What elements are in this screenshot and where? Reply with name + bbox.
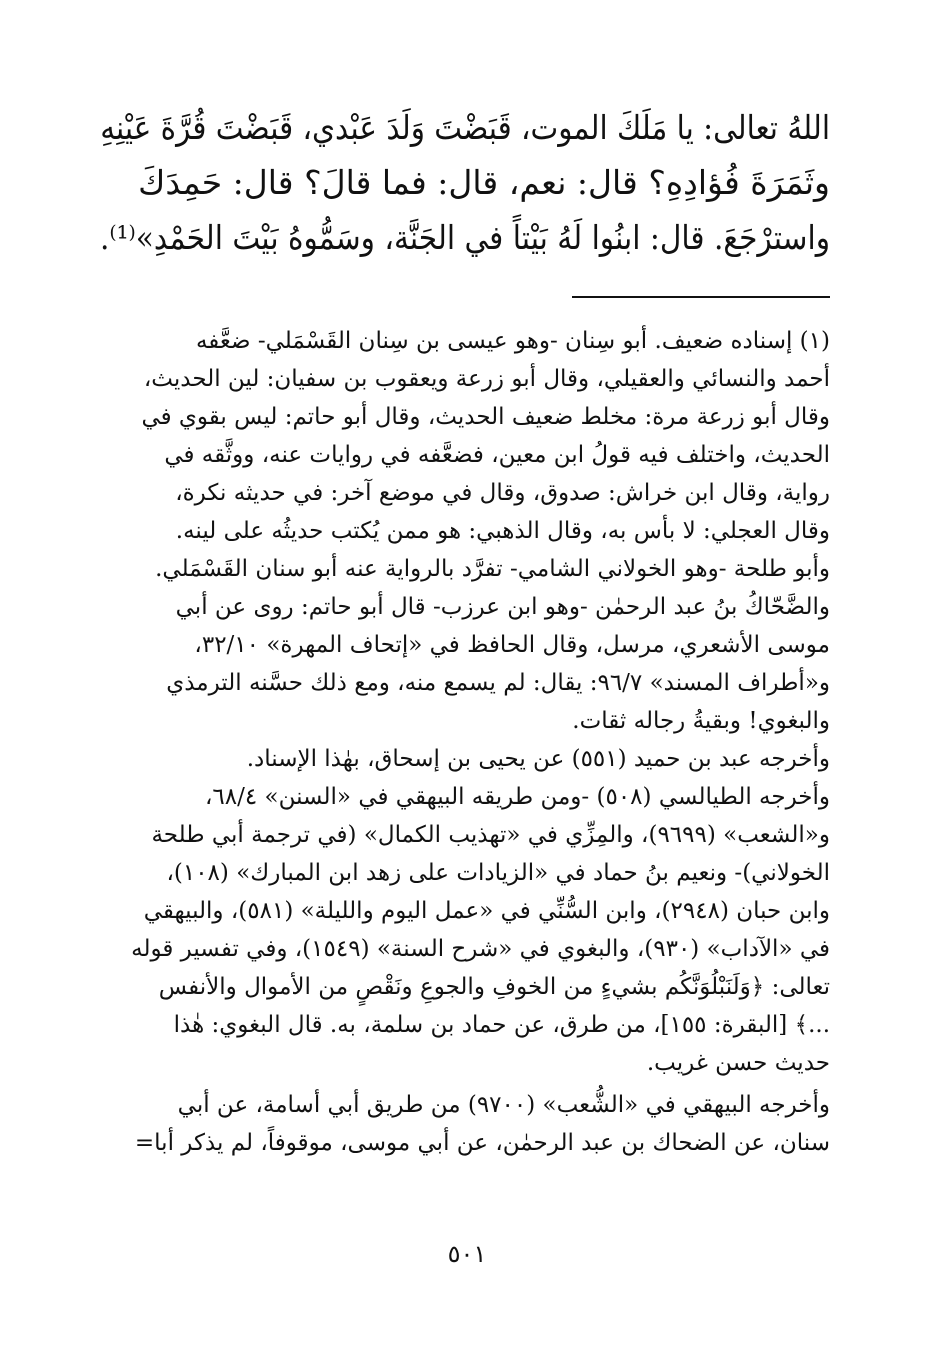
footnote-line: وقال العجلي: لا بأس به، وقال الذهبي: هو ممن يُكتب حديثُه على لينه. [175, 518, 830, 544]
footnote-line: وقال أبو زرعة مرة: مخلط ضعيف الحديث، وقال أبو حاتم: ليس بقوي في [141, 404, 830, 430]
footnote-line: أحمد والنسائي والعقيلي، وقال أبو زرعة ويعقوب بن سفيان: لين الحديث، [143, 366, 830, 392]
footnote-line: و«أطراف المسند» ٩٦/٧: يقال: لم يسمع منه، ومع ذلك حسَّنه الترمذي [166, 670, 830, 696]
footnote-line: رواية، وقال ابن خراش: صدوق، وقال في موضع آخر: في حديثه نكرة، [175, 480, 830, 506]
main-text-line: اللهُ تعالى: يا مَلَكَ الموت، قَبَضْتَ وَلَدَ عَبْدي، قَبَضْتَ قُرَّةَ عَيْنِهِ [100, 108, 831, 147]
footnote-line: وأخرجه عبد بن حميد (٥٥١) عن يحيى بن إسحاق، بهٰذا الإسناد. [246, 746, 830, 772]
footnote-line: موسى الأشعري، مرسل، وقال الحافظ في «إتحاف المهرة» ٣٢/١٠، [194, 632, 830, 658]
footnote-line: وأخرجه البيهقي في «الشُّعب» (٩٧٠٠) من طريق أبي أسامة، عن أبي [177, 1092, 830, 1118]
footnote-line: وأخرجه الطيالسي (٥٠٨) -ومن طريقه البيهقي في «السنن» ٦٨/٤، [204, 784, 830, 810]
footnote-line: وابن حبان (٢٩٤٨)، وابن السُّنِّي في «عمل اليوم والليلة» (٥٨١)، والبيهقي [143, 898, 830, 924]
footnote-line: الحديث، واختلف فيه قولُ ابن معين، فضعَّفه في روايات عنه، ووثَّقه في [164, 442, 830, 468]
page-number: ٥٠١ [447, 1240, 487, 1268]
footnote-separator [572, 296, 830, 298]
footnote-line: والبغوي! وبقيةُ رجاله ثقات. [572, 708, 830, 734]
footnote-line: الخولاني)- ونعيم بنُ حماد في «الزيادات على زهد ابن المبارك» (١٠٨)، [166, 860, 830, 886]
main-text-line: وثَمَرَةَ فُؤادِهِ؟ قال: نعم، قال: فما قالَ؟ قال: حَمِدَكَ [138, 163, 830, 202]
footnote-line: ...﴾ [البقرة: ١٥٥]، من طرق، عن حماد بن سلمة، به. قال البغوي: هٰذا [173, 1012, 830, 1038]
footnotes-block [106, 322, 830, 1162]
footnote-line: والضَّحّاكُ بنُ عبد الرحمٰن -وهو ابن عرزب- قال أبو حاتم: روى عن أبي [175, 594, 830, 620]
main-text-block [100, 100, 830, 265]
footnote-line: تعالى: ﴿وَلَنَبْلُوَنَّكُم بشيءٍ من الخوفِ والجوعِ ونَقْصٍ من الأموال والأنفس [158, 974, 830, 1000]
footnote-line: سنان، عن الضحاك بن عبد الرحمٰن، عن أبي موسى، موقوفاً، لم يذكر أبا= [134, 1130, 830, 1156]
footnote-line: حديث حسن غريب. [646, 1050, 830, 1076]
footnote-line: في «الآداب» (٩٣٠)، والبغوي في «شرح السنة» (١٥٤٩)، وفي تفسير قوله [131, 936, 830, 962]
footnote-line: وأبو طلحة -وهو الخولاني الشامي- تفرَّد بالرواية عنه أبو سنان القَسْمَلي. [155, 556, 830, 582]
footnote-line: (١) إسناده ضعيف. أبو سِنان -وهو عيسى بن سِنان القَسْمَلي- ضعَّفه [195, 328, 830, 354]
main-text-line: واسترْجَعَ. قال: ابنُوا لَهُ بَيْتاً في الجَنَّة، وسَمُّوهُ بَيْتَ الحَمْدِ»⁽¹⁾. [99, 218, 830, 257]
footnote-line: و«الشعب» (٩٦٩٩)، والمِزِّي في «تهذيب الكمال» (في ترجمة أبي طلحة [151, 822, 830, 848]
